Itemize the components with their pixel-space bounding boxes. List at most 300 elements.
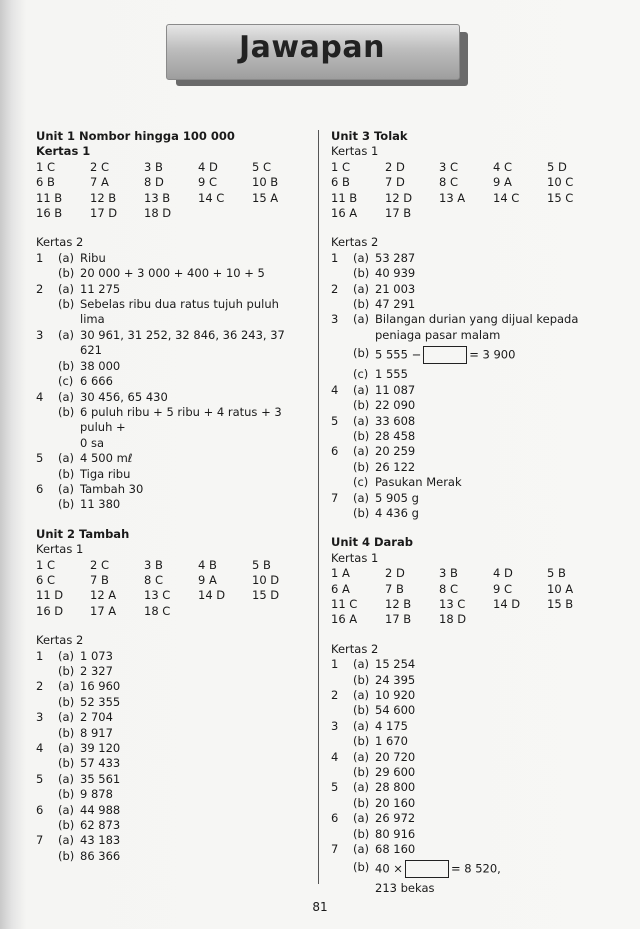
answer-item: 15 B: [547, 596, 574, 611]
answer-item: 13 A: [439, 190, 466, 205]
answer-item: 1 C: [331, 159, 351, 174]
answer-item: 16 B: [36, 206, 63, 221]
question-number: 2: [36, 679, 44, 694]
question-number: [331, 297, 353, 312]
answer-item: 5 D: [547, 159, 567, 174]
answer-item: 5 B: [252, 557, 271, 572]
question-part: (a): [58, 833, 75, 848]
answer-text: 24 395: [375, 672, 416, 687]
answer-text: 30 961, 31 252, 32 846, 36 243, 37 621: [80, 327, 285, 358]
question-number: 5: [36, 771, 44, 786]
answer-item: 12 A: [90, 588, 117, 603]
answer-row: [331, 328, 611, 343]
answer-text: Sebelas ribu dua ratus tujuh puluh lima: [80, 297, 279, 327]
unit-1-title: Unit 1 Nombor hingga 100 000: [36, 129, 235, 143]
question-part: (a): [58, 648, 75, 663]
answer-item: 13 B: [144, 190, 171, 205]
answer-row: [331, 842, 611, 857]
answer-item: 2 C: [90, 557, 110, 572]
question-part: (b): [353, 672, 370, 687]
question-number: 1: [331, 657, 339, 672]
q7b-result: = 8 520,: [450, 861, 501, 876]
answer-row: [331, 398, 611, 413]
unit-1-kertas-2-heading: Kertas 2: [36, 235, 84, 250]
question-number: 4: [331, 749, 339, 764]
unit-1-kertas-2-answers: [36, 251, 306, 513]
answer-row: [331, 491, 611, 506]
answer-row: [36, 282, 306, 297]
column-divider: [318, 130, 319, 884]
question-number: 5: [36, 451, 44, 466]
answer-text: 62 873: [80, 818, 121, 833]
answer-text: 11 380: [80, 497, 121, 512]
answer-row: [36, 664, 306, 679]
answer-text: 53 287: [375, 250, 416, 265]
question-number: [331, 367, 353, 382]
answer-item: 6 B: [36, 175, 55, 190]
answer-row: [36, 451, 306, 466]
question-number: [331, 765, 353, 780]
question-part: [58, 436, 80, 451]
answer-row: [331, 444, 611, 459]
answer-item: 14 D: [493, 596, 521, 611]
question-part: (c): [58, 374, 74, 389]
title-banner: [166, 24, 464, 82]
answer-item: 13 C: [144, 588, 171, 603]
question-part: (a): [353, 811, 370, 826]
answer-box: [423, 346, 467, 364]
unit-2-kertas-2-heading: Kertas 2: [36, 633, 84, 648]
answer-text: 28 800: [375, 780, 416, 795]
question-part: (a): [353, 780, 370, 795]
question-part: (a): [353, 444, 370, 459]
answer-item: 1 C: [36, 557, 56, 572]
q3b-expression: 5 555 −: [375, 347, 422, 362]
answer-row: [36, 818, 306, 833]
answer-text: 11 087: [375, 382, 416, 397]
question-part: (c): [353, 475, 369, 490]
unit-4-kertas-2-heading: Kertas 2: [331, 641, 379, 656]
answer-item: 8 C: [144, 572, 164, 587]
answer-item: 6 C: [36, 572, 56, 587]
answer-text: 20 000 + 3 000 + 400 + 10 + 5: [80, 266, 265, 281]
answer-item: 7 D: [385, 175, 405, 190]
answer-item: 16 A: [331, 206, 358, 221]
answer-item: 18 D: [439, 612, 467, 627]
question-number: 2: [331, 281, 339, 296]
unit-3-kertas-1-answers: [331, 160, 611, 222]
answer-item: 4 C: [493, 159, 513, 174]
answer-text: 9 878: [80, 787, 113, 802]
question-part: (b): [58, 266, 75, 281]
question-number: [36, 849, 58, 864]
right-column: [331, 129, 611, 897]
question-number: 1: [331, 250, 339, 265]
answer-item: 3 B: [144, 557, 163, 572]
unit-4-kertas-1-answers: [331, 566, 611, 628]
left-column: [36, 129, 306, 864]
answer-item: 10 A: [547, 581, 574, 596]
question-number: 4: [36, 741, 44, 756]
question-number: [36, 467, 58, 482]
answer-text: 30 456, 65 430: [80, 389, 168, 404]
question-part: (b): [58, 497, 75, 512]
answer-item: 18 C: [144, 603, 171, 618]
unit-4-title: Unit 4 Darab: [331, 535, 413, 550]
answer-text: 33 608: [375, 413, 416, 428]
question-number: 4: [331, 382, 339, 397]
question-number: [36, 297, 58, 328]
answer-item: 9 A: [198, 572, 217, 587]
q7b-expression: 40 ×: [375, 861, 403, 876]
question-part: (b): [58, 787, 75, 802]
question-number: [331, 506, 353, 521]
answer-row: [331, 765, 611, 780]
question-number: [36, 695, 58, 710]
question-part: (a): [58, 771, 75, 786]
question-number: 6: [36, 481, 44, 496]
question-number: [331, 703, 353, 718]
question-number: 3: [36, 710, 44, 725]
question-number: 1: [36, 648, 44, 663]
answer-row: [331, 251, 611, 266]
question-part: (b): [58, 664, 75, 678]
answer-text: 1 670: [375, 734, 408, 749]
answer-text: 52 355: [80, 694, 121, 709]
answer-text: 35 561: [80, 771, 121, 786]
answer-item: 9 C: [198, 175, 218, 190]
question-part: (a): [353, 250, 370, 265]
answer-text: 57 433: [80, 756, 121, 771]
answer-row: [36, 726, 306, 741]
q3b-result: = 3 900: [469, 347, 516, 362]
question-part: (a): [58, 327, 75, 342]
question-part: (a): [58, 741, 75, 756]
question-number: 1: [36, 250, 44, 265]
answer-item: 18 D: [144, 206, 172, 221]
answer-item: 3 B: [439, 566, 458, 581]
answer-item: 2 D: [385, 566, 405, 581]
answer-item: 6 A: [331, 581, 350, 596]
answer-row: [331, 460, 611, 475]
question-number: [331, 673, 353, 688]
unit-4-q7b-row: (b) 40 × = 8 520,: [331, 860, 611, 878]
question-number: 3: [331, 312, 339, 327]
answer-row: [36, 756, 306, 771]
question-number: 7: [36, 833, 44, 848]
answer-item: 1 C: [36, 159, 56, 174]
answer-item: 11 D: [36, 588, 64, 603]
answer-row: [36, 482, 306, 497]
unit-4-q7b-line2: 213 bekas: [375, 881, 435, 896]
answer-row: [331, 750, 611, 765]
answer-row: [331, 827, 611, 842]
answer-item: 12 B: [385, 596, 412, 611]
answer-text: 11 275: [80, 281, 121, 296]
answer-item: 14 D: [198, 588, 226, 603]
answer-row: [331, 811, 611, 826]
answer-item: 3 B: [144, 159, 163, 174]
answer-text: 0 sa: [80, 435, 105, 450]
unit-2-kertas-2-answers: [36, 649, 306, 865]
question-part: (b): [353, 297, 370, 312]
answer-text: 2 327: [80, 664, 113, 678]
question-number: 5: [331, 413, 339, 428]
page-title: Jawapan: [239, 30, 385, 65]
question-part: (a): [353, 657, 370, 672]
question-number: 6: [331, 811, 339, 826]
unit-2-kertas-1-heading: Kertas 1: [36, 542, 84, 557]
answer-text: peniaga pasar malam: [375, 327, 501, 342]
answer-text: Tiga ribu: [80, 466, 131, 481]
answer-row: [36, 374, 306, 389]
question-part: (a): [353, 413, 370, 428]
unit-3-q3b-row: (b) 5 555 − = 3 900: [331, 346, 611, 364]
question-number: [331, 734, 353, 749]
answer-row: [331, 688, 611, 703]
question-number: 3: [36, 327, 44, 342]
question-part: [353, 328, 375, 343]
answer-row: [331, 429, 611, 444]
answer-item: 10 C: [547, 175, 574, 190]
question-number: [36, 359, 58, 374]
answer-item: 2 D: [385, 159, 405, 174]
question-part: (b): [58, 297, 75, 312]
answer-row: [331, 282, 611, 297]
question-number: [331, 398, 353, 413]
answer-row: [36, 679, 306, 694]
answer-text: 10 920: [375, 688, 416, 702]
question-part: (b): [58, 725, 75, 740]
question-number: 6: [331, 444, 339, 459]
question-part: (b): [353, 703, 370, 718]
question-number: 6: [36, 802, 44, 817]
answer-text: 16 960: [80, 679, 121, 694]
answer-item: 13 C: [439, 596, 466, 611]
answer-row: [36, 405, 306, 436]
answer-text: 29 600: [375, 765, 416, 780]
answer-row: [36, 359, 306, 374]
answer-row: [331, 703, 611, 718]
question-number: [331, 266, 353, 281]
answer-row: [331, 673, 611, 688]
question-part: (a): [353, 281, 370, 296]
answer-text: 4 175: [375, 718, 408, 733]
answer-row: [36, 251, 306, 266]
question-number: 7: [331, 842, 339, 857]
question-part: (a): [353, 688, 370, 702]
question-part: (b): [58, 818, 75, 833]
answer-text: Ribu: [80, 250, 106, 265]
answer-row: [36, 849, 306, 864]
question-part: (b): [353, 266, 370, 281]
question-number: [36, 787, 58, 802]
answer-text: 1 073: [80, 648, 113, 663]
answer-text: 40 939: [375, 266, 416, 281]
answer-row: [36, 328, 306, 359]
answer-text: Tambah 30: [80, 481, 144, 496]
answer-item: 11 C: [331, 596, 358, 611]
question-part: (b): [353, 459, 370, 474]
answer-row: [36, 436, 306, 451]
answer-row: [36, 787, 306, 802]
question-part: (b): [353, 765, 370, 780]
answer-text: 47 291: [375, 297, 416, 312]
answer-text: 5 905 g: [375, 490, 419, 505]
answer-row: [331, 475, 611, 490]
answer-row: [331, 414, 611, 429]
question-number: [331, 475, 353, 490]
answer-text: 20 720: [375, 749, 416, 764]
answer-text: 6 puluh ribu + 5 ribu + 4 ratus + 3 puluh +: [80, 404, 282, 435]
answer-item: 12 B: [90, 190, 117, 205]
answer-text: 8 917: [80, 725, 113, 740]
question-part: (b): [353, 826, 370, 841]
answer-text: 22 090: [375, 398, 416, 413]
answer-item: 15 D: [252, 588, 280, 603]
answer-item: 17 D: [90, 206, 118, 221]
question-part: (b): [353, 795, 370, 810]
question-part: (b): [58, 694, 75, 709]
answer-text: 38 000: [80, 358, 121, 373]
answer-item: 4 D: [198, 159, 218, 174]
question-number: [36, 266, 58, 281]
answer-text: 6 666: [80, 374, 113, 389]
answer-item: 8 D: [144, 175, 164, 190]
unit-4-kertas-2-answers: [331, 657, 611, 857]
unit-3-kertas-2-answers-b: [331, 367, 611, 521]
question-number: 7: [331, 490, 339, 505]
unit-3-kertas-2-heading: Kertas 2: [331, 235, 379, 250]
answer-item: 16 D: [36, 603, 64, 618]
answer-item: 17 B: [385, 612, 412, 627]
answer-row: [36, 297, 306, 328]
answer-row: [36, 390, 306, 405]
answer-item: 3 C: [439, 159, 459, 174]
question-part: (a): [58, 281, 75, 296]
question-number: 2: [331, 688, 339, 702]
question-part: (b): [58, 358, 75, 373]
question-number: [36, 497, 58, 512]
unit-2-title: Unit 2 Tambah: [36, 526, 130, 541]
answer-row: [331, 312, 611, 327]
answer-item: 6 B: [331, 175, 350, 190]
question-part: (b): [353, 428, 370, 443]
question-number: [331, 796, 353, 811]
question-part: (a): [353, 749, 370, 764]
answer-item: 11 B: [331, 190, 358, 205]
answer-row: [331, 506, 611, 521]
unit-3-kertas-2-answers-a: [331, 251, 611, 343]
answer-item: 16 A: [331, 612, 358, 627]
answer-item: 8 C: [439, 175, 459, 190]
answer-item: 15 C: [547, 190, 574, 205]
answer-text: Bilangan durian yang dijual kepada: [375, 312, 579, 327]
question-part: (b): [353, 505, 370, 520]
question-number: [36, 436, 58, 451]
answer-row: [36, 266, 306, 281]
answer-text: 54 600: [375, 703, 416, 718]
question-number: 4: [36, 389, 44, 404]
answer-text: 86 366: [80, 848, 121, 863]
question-part: (a): [58, 710, 75, 725]
question-part: (a): [58, 250, 75, 265]
question-number: [36, 374, 58, 389]
answer-row: [331, 367, 611, 382]
answer-text: Pasukan Merak: [375, 475, 462, 490]
answer-row: [331, 266, 611, 281]
answer-row: [331, 719, 611, 734]
question-part: (a): [353, 382, 370, 397]
answer-row: [36, 467, 306, 482]
question-number: [36, 726, 58, 741]
answer-item: 4 D: [493, 566, 513, 581]
answer-text: 28 458: [375, 428, 416, 443]
answer-row: [36, 710, 306, 725]
question-part: (a): [353, 842, 370, 857]
answer-row: [331, 780, 611, 795]
answer-item: 7 A: [90, 175, 109, 190]
answer-text: 4 436 g: [375, 505, 419, 520]
answer-item: 17 B: [385, 206, 412, 221]
answer-row: [36, 649, 306, 664]
unit-3-title: Unit 3 Tolak: [331, 129, 408, 143]
question-number: 3: [331, 718, 339, 733]
answer-row: [36, 772, 306, 787]
answer-row: [36, 741, 306, 756]
answer-text: 20 259: [375, 444, 416, 459]
answer-item: 17 A: [90, 603, 117, 618]
answer-item: 9 A: [493, 175, 512, 190]
question-part: (a): [58, 451, 75, 466]
answer-item: 7 B: [385, 581, 404, 596]
answer-row: [331, 383, 611, 398]
answer-row: [36, 803, 306, 818]
question-part: (b): [58, 756, 75, 771]
question-number: [36, 405, 58, 436]
page-number: 81: [312, 900, 328, 914]
question-part: (b): [58, 466, 75, 481]
question-number: [36, 756, 58, 771]
question-part: (a): [58, 679, 75, 694]
answer-box: [405, 860, 449, 878]
answer-item: 2 C: [90, 159, 110, 174]
answer-text: 43 183: [80, 833, 121, 848]
question-part: (a): [58, 802, 75, 817]
answer-item: 14 C: [198, 190, 225, 205]
question-part: (a): [58, 481, 75, 496]
question-part: (a): [353, 490, 370, 505]
answer-item: 10 B: [252, 175, 279, 190]
question-number: [331, 429, 353, 444]
question-number: [331, 328, 353, 343]
answer-row: [331, 657, 611, 672]
answer-row: [331, 734, 611, 749]
answer-text: 21 003: [375, 281, 416, 296]
answer-text: 26 972: [375, 811, 416, 826]
unit-1-kertas-1-heading: Kertas 1: [36, 144, 91, 159]
answer-item: 12 D: [385, 190, 413, 205]
answer-text: 68 160: [375, 842, 416, 857]
answer-row: [36, 833, 306, 848]
answer-item: 7 B: [90, 572, 109, 587]
answer-item: 4 B: [198, 557, 217, 572]
answer-item: 5 B: [547, 566, 566, 581]
answer-text: 39 120: [80, 741, 121, 756]
answer-item: 9 C: [493, 581, 513, 596]
question-number: [331, 827, 353, 842]
unit-3-kertas-1-heading: Kertas 1: [331, 144, 379, 159]
